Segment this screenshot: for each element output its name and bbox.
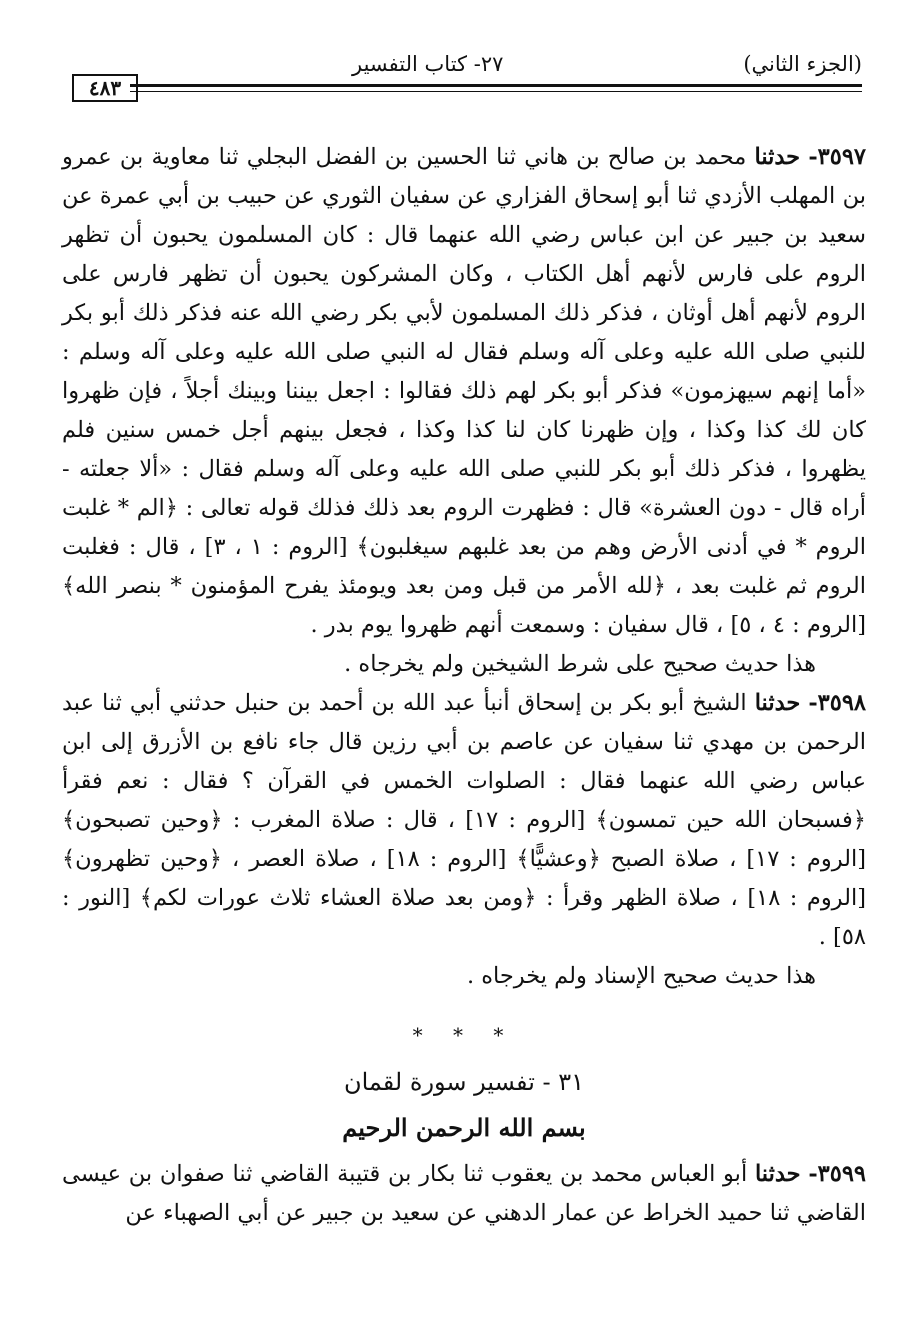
- hadith-text: الشيخ أبو بكر بن إسحاق أنبأ عبد الله بن أحمد بن حنبل حدثني أبي ثنا عبد الرحمن بن مهدي ثنا سفيان عن عاصم بن أبي رزين قال جاء نافع بن الأزرق إلى ابن عباس رضي الله عنهما فقال : الصلوات الخمس في القرآن ؟ فقال : نعم فقرأ ﴿فسبحان الله حين تمسون﴾ [الروم : ١٧] ، قال : صلاة المغرب : ﴿وحين تصبحون﴾ [الروم : ١٧] ، صلاة الصبح ﴿وعشيًّا﴾ [الروم : ١٨] ، صلاة العصر ، ﴿وحين تظهرون﴾ [الروم : ١٨] ، صلاة الظهر وقرأ : ﴿ومن بعد صلاة العشاء ثلاث عورات لكم﴾ [النور : ٥٨] .: [62, 690, 866, 950]
- hadith-keyword: حدثنا: [754, 690, 801, 716]
- basmala: بسم الله الرحمن الرحيم: [342, 1113, 586, 1142]
- hadith-number: ٣٥٩٧-: [808, 144, 866, 170]
- hadith-text: محمد بن صالح بن هاني ثنا الحسين بن الفضل البجلي ثنا معاوية بن عمرو بن المهلب الأزدي ثنا أبو إسحاق الفزاري عن سفيان الثوري عن حبيب بن أبي عمرة عن سعيد بن جبير عن ابن عباس رضي الله عنهما قال : كان المسلمون يحبون أن تظهر الروم على فارس لأنهم أهل الكتاب ، وكان المشركون يحبون أن تظهر فارس على الروم لأنهم أهل أوثان ، فذكر ذلك المسلمون لأبي بكر رضي الله عنه فذكر ذلك أبو بكر للنبي صلى الله عليه وعلى آله وسلم فقال له النبي صلى الله عليه وعلى آله وسلم : «أما إنهم سيهزمون» فذكر أبو بكر لهم ذلك فقالوا : اجعل بيننا وبينك أجلاً ، فإن ظهروا كان لك كذا وكذا ، وإن ظهرنا كان لنا كذا وكذا ، فجعل بينهم أجل خمس سنين فلم يظهروا ، فذكر ذلك أبو بكر للنبي صلى الله عليه وعلى آله وسلم فقال : «ألا جعلته - أراه قال - دون العشرة» قال : فظهرت الروم بعد ذلك فذلك قوله تعالى : ﴿الم * غلبت الروم * في أدنى الأرض وهم من بعد غلبهم سيغلبون﴾ [الروم : ١ ، ٣] ، قال : فغلبت الروم ثم غلبت بعد ، ﴿لله الأمر من قبل ومن بعد ويومئذ يفرح المؤمنون * بنصر الله﴾ [الروم : ٤ ، ٥] ، قال سفيان : وسمعت أنهم ظهروا يوم بدر .: [62, 144, 866, 638]
- header-rule-thin: [130, 91, 862, 92]
- hadith-grading: هذا حديث صحيح الإسناد ولم يخرجاه .: [466, 963, 816, 989]
- hadith-text: أبو العباس محمد بن يعقوب ثنا بكار بن قتيبة القاضي ثنا صفوان بن عيسى القاضي ثنا حميد الخراط عن عمار الدهني عن سعيد بن جبير عن أبي الصهباء عن: [62, 1161, 866, 1226]
- hadith-number: ٣٥٩٨-: [808, 690, 867, 716]
- hadith-3599: [62, 1155, 866, 1233]
- header-rule-thick: [130, 84, 862, 87]
- book-part: (الجزء الثاني): [743, 52, 862, 76]
- section-title: ٣١ - تفسير سورة لقمان: [343, 1068, 585, 1096]
- hadith-keyword: حدثنا: [754, 144, 801, 170]
- page-body: [62, 138, 866, 1233]
- hadith-keyword: حدثنا: [754, 1161, 801, 1187]
- page-number: ٤٨٣: [72, 74, 138, 102]
- section-separator: * * *: [412, 1023, 516, 1047]
- page-header: [72, 46, 862, 100]
- hadith-3597: [62, 138, 866, 645]
- hadith-3598: [62, 684, 866, 957]
- hadith-grading: هذا حديث صحيح على شرط الشيخين ولم يخرجاه .: [344, 651, 816, 677]
- hadith-number: ٣٥٩٩-: [808, 1161, 867, 1187]
- chapter-title: ٢٧- كتاب التفسير: [352, 52, 504, 76]
